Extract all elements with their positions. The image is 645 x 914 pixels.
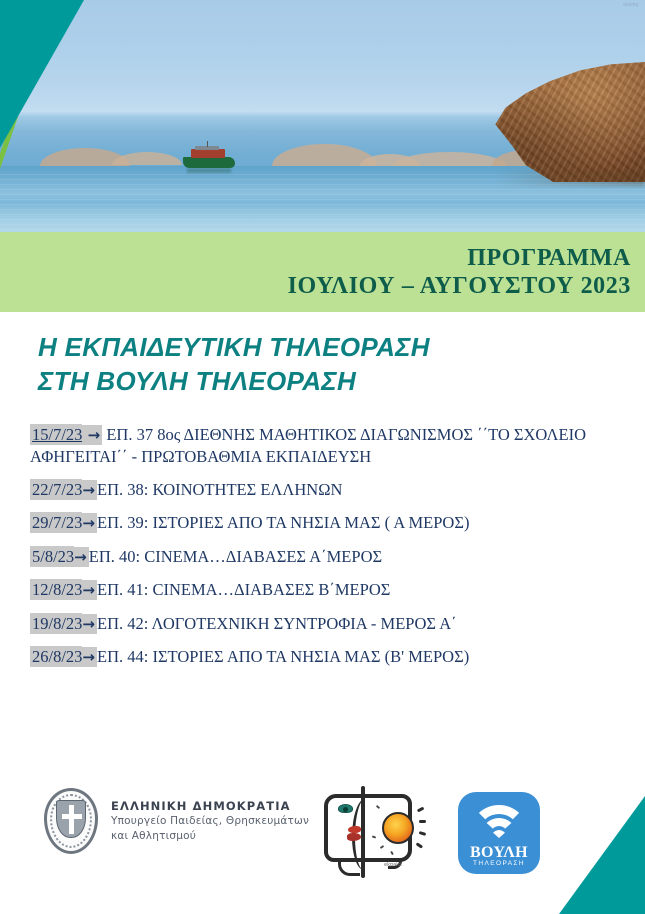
sun-ray <box>417 807 424 813</box>
sun-ray <box>419 831 426 836</box>
sun-ray <box>419 820 426 823</box>
episode-date: 29/7/23 <box>32 513 83 533</box>
episode-date: 15/7/23 <box>32 425 83 444</box>
footer-logos <box>0 782 645 894</box>
vouli-sublabel: ΤΗΛΕΟΡΑΣΗ <box>473 860 525 867</box>
boat-cabin <box>191 149 225 158</box>
episode-row <box>30 613 630 635</box>
fishing-boat <box>183 142 235 168</box>
episode-row <box>30 479 630 501</box>
sun-ray <box>416 842 423 848</box>
arrow-icon: → <box>82 614 95 633</box>
episode-row <box>30 424 630 467</box>
decor-teal-corner-triangle <box>0 0 84 148</box>
ministry-line3: και Αθλητισμού <box>111 830 196 843</box>
page-title <box>38 330 598 399</box>
boat-mast <box>207 141 208 147</box>
educational-tv-logo-icon <box>316 784 428 884</box>
arrow-icon: → <box>82 514 95 533</box>
episode-date: 26/8/23 <box>32 647 83 667</box>
episode-title: ΕΠ. 41: CINEMA…ΔΙΑΒΑΣΕΣ Β΄ΜΕΡΟΣ <box>97 580 391 600</box>
episode-date: 22/7/23 <box>32 479 83 499</box>
episode-title: ΕΠ. 40: CINEMA…ΔΙΑΒΑΣΕΣ Α΄ΜΕΡΟΣ <box>88 546 383 566</box>
page-title-line2: ΣΤΗ ΒΟΥΛΗ ΤΗΛΕΟΡΑΣΗ <box>38 366 357 397</box>
boat-reflection <box>187 168 231 173</box>
episode-title: ΕΠ. 37 8ος ΔΙΕΘΝΗΣ ΜΑΘΗΤΙΚΟΣ ΔΙΑΓΩΝΙΣΜΟΣ ΄΄ΤΟ ΣΧΟΛΕΙΟ ΑΦΗΓΕΙΤΑΙ΄΄ - ΠΡΩΤΟΒΑΘΜΙΑ ΕΚΠΑΙΔΕΥΣΗ <box>30 425 587 466</box>
boat-hull <box>183 157 235 168</box>
arrow-icon: → <box>82 581 95 600</box>
eye-shape <box>338 804 353 813</box>
program-label: ΠΡΟΓΡΑΜΜΑ <box>467 245 631 271</box>
episode-title: ΕΠ. 39: ΙΣΤΟΡΙΕΣ ΑΠΟ ΤΑ ΝΗΣΙΑ ΜΑΣ ( Α ΜΕΡΟΣ) <box>97 513 470 533</box>
episode-date: 5/8/23 <box>32 546 75 566</box>
arrow-icon: → <box>82 426 101 444</box>
ministry-line2: Υπουργείο Παιδείας, Θρησκευμάτων <box>111 815 310 828</box>
episode-date: 12/8/23 <box>32 580 83 600</box>
episode-row <box>30 512 630 534</box>
vouli-label: ΒΟΥΛΗ <box>469 844 529 861</box>
logo-signature: ekpaid. <box>384 862 403 868</box>
ministry-line1: ΕΛΛΗΝΙΚΗ ΔΗΜΟΚΡΑΤΙΑ <box>111 798 291 813</box>
hero-photo <box>0 0 645 232</box>
program-banner-text <box>288 244 631 301</box>
program-banner <box>0 232 645 312</box>
program-period: ΙΟΥΛΙΟΥ – ΑΥΓΟΥΣΤΟΥ 2023 <box>287 273 631 300</box>
hellenic-republic-emblem-icon <box>44 788 98 854</box>
page-title-line1: Η ΕΚΠΑΙΔΕΥΤΙΚΗ ΤΗΛΕΟΡΑΣΗ <box>38 332 430 362</box>
arrow-icon: → <box>82 648 95 667</box>
episode-row <box>30 546 630 568</box>
ministry-logo <box>44 788 309 854</box>
episode-row <box>30 646 630 668</box>
vouli-tv-logo <box>458 792 540 874</box>
episode-date: 19/8/23 <box>32 613 83 633</box>
episode-row <box>30 579 630 601</box>
cross-horizontal <box>62 814 82 819</box>
cliff-shadow <box>495 170 645 186</box>
arrow-icon: → <box>82 480 95 499</box>
cross-vertical <box>69 805 74 834</box>
episode-title: ΕΠ. 44: ΙΣΤΟΡΙΕΣ ΑΠΟ ΤΑ ΝΗΣΙΑ ΜΑΣ (Β' ΜΕΡΟΣ) <box>97 647 470 667</box>
sun-shape <box>382 812 414 844</box>
tv-stand-left <box>338 860 360 876</box>
ministry-text <box>111 798 309 844</box>
episode-title: ΕΠ. 42: ΛΟΓΟΤΕΧΝΙΚΗ ΣΥΝΤΡΟΦΙΑ - ΜΕΡΟΣ Α΄ <box>97 613 457 633</box>
photo-watermark: alamy <box>623 2 639 8</box>
episode-title: ΕΠ. 38: ΚΟΙΝΟΤΗΤΕΣ ΕΛΛΗΝΩΝ <box>97 479 343 499</box>
upper-lip-shape <box>348 826 361 833</box>
episode-list <box>30 424 630 680</box>
face-vertical-line <box>361 786 365 878</box>
shield-shape <box>56 800 86 838</box>
arrow-icon: → <box>74 547 87 566</box>
